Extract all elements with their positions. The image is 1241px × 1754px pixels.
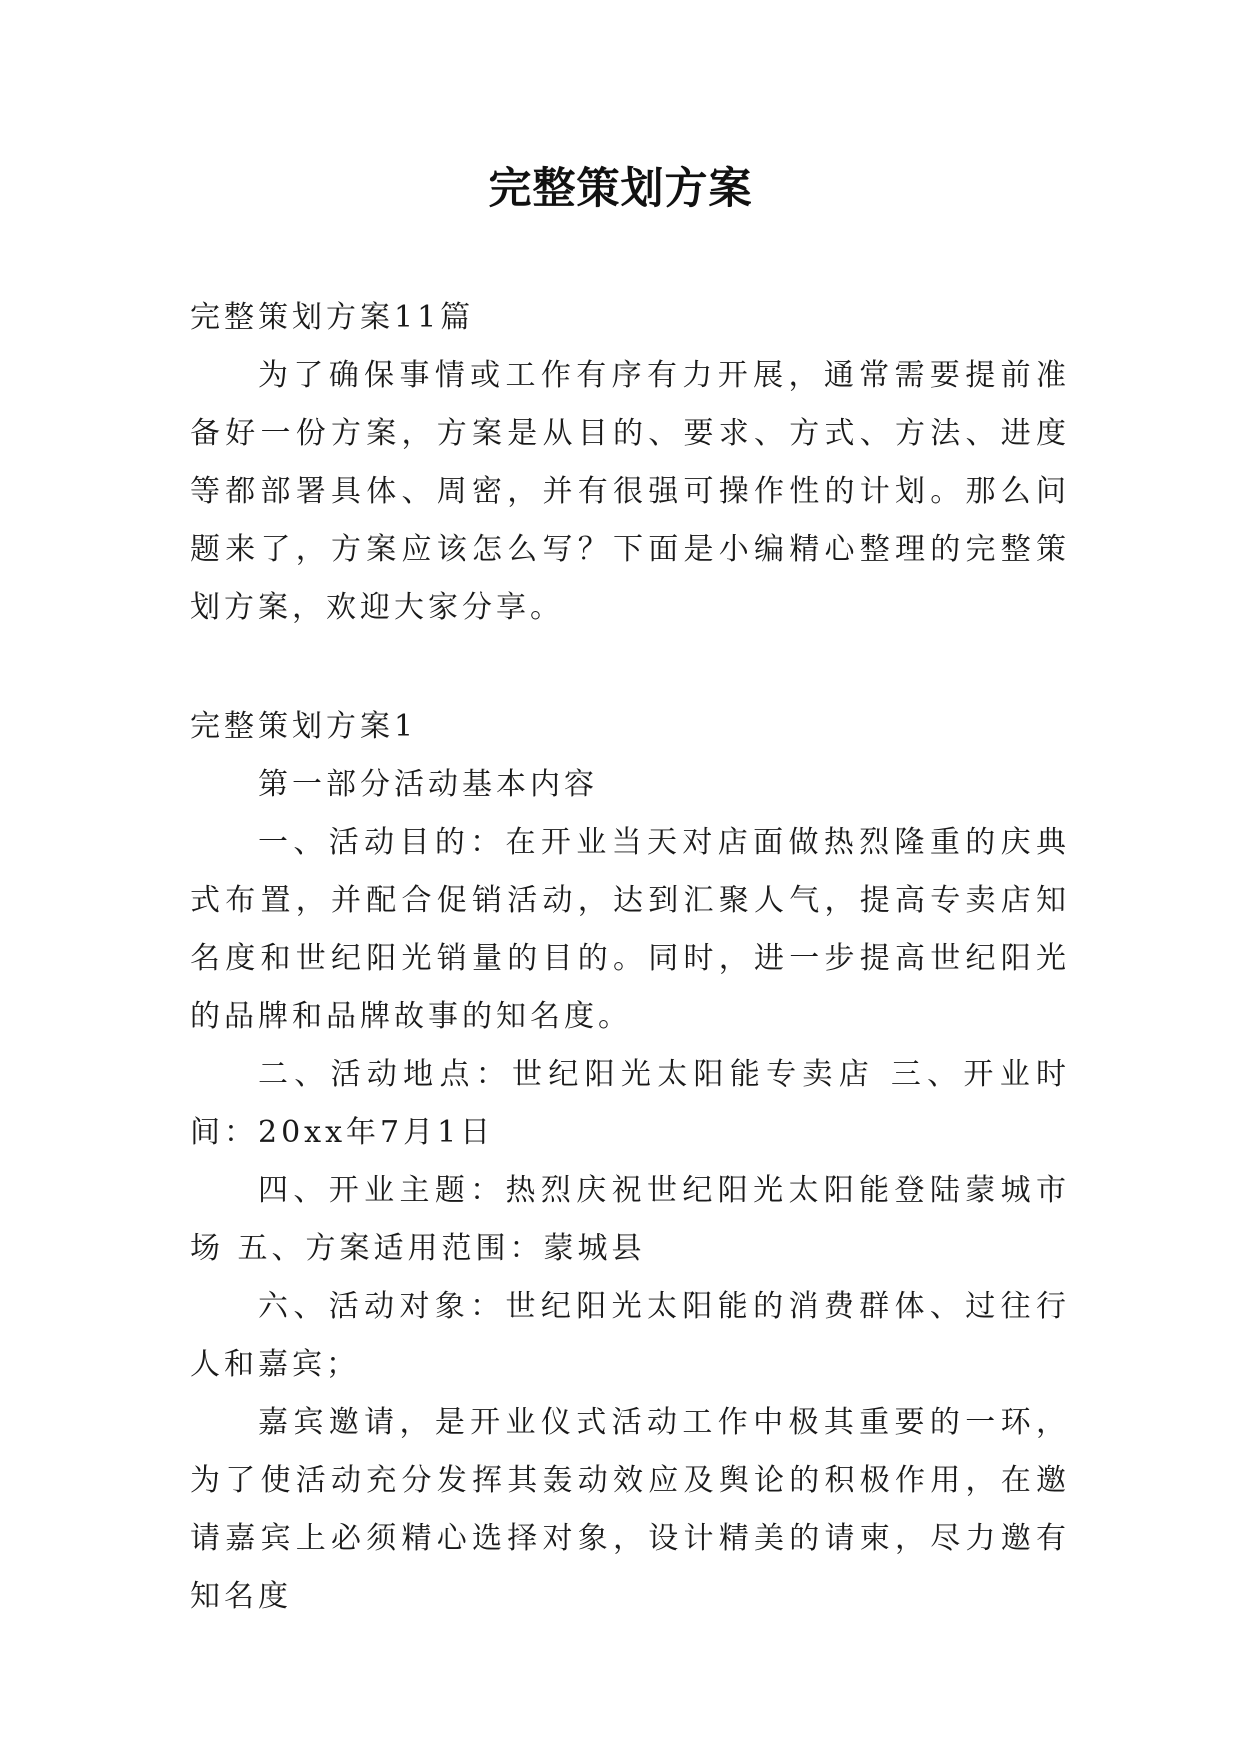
paragraph-theme-scope: 四、开业主题：热烈庆祝世纪阳光太阳能登陆蒙城市场 五、方案适用范围：蒙城县 bbox=[190, 1173, 1070, 1266]
paragraph-purpose: 一、活动目的：在开业当天对店面做热烈隆重的庆典式布置，并配合促销活动，达到汇聚人气，提高专卖店知名度和世纪阳光销量的目的。同时，进一步提高世纪阳光的品牌和品牌故事的知名度。 bbox=[190, 825, 1070, 1034]
paragraph-location-time: 二、活动地点：世纪阳光太阳能专卖店 三、开业时间：20xx年7月1日 bbox=[190, 1057, 1070, 1150]
intro-paragraph: 为了确保事情或工作有序有力开展，通常需要提前准备好一份方案，方案是从目的、要求、方式、方法、进度等都部署具体、周密，并有很强可操作性的计划。那么问题来了，方案应该怎么写？下面是小编精心整理的完整策划方案，欢迎大家分享。 bbox=[190, 358, 1070, 625]
intro-section bbox=[190, 289, 1070, 637]
document-title: 完整策划方案 bbox=[488, 164, 753, 214]
paragraph-part-heading: 第一部分活动基本内容 bbox=[258, 767, 598, 802]
paragraph-guest-invitation: 嘉宾邀请，是开业仪式活动工作中极其重要的一环，为了使活动充分发挥其轰动效应及舆论的积极作用，在邀请嘉宾上必须精心选择对象，设计精美的请柬，尽力邀有知名度 bbox=[190, 1405, 1070, 1614]
intro-heading: 完整策划方案11篇 bbox=[190, 300, 475, 335]
section-heading: 完整策划方案1 bbox=[190, 709, 418, 744]
plan-section bbox=[190, 698, 1070, 1626]
paragraph-audience: 六、活动对象：世纪阳光太阳能的消费群体、过往行人和嘉宾； bbox=[190, 1289, 1070, 1382]
